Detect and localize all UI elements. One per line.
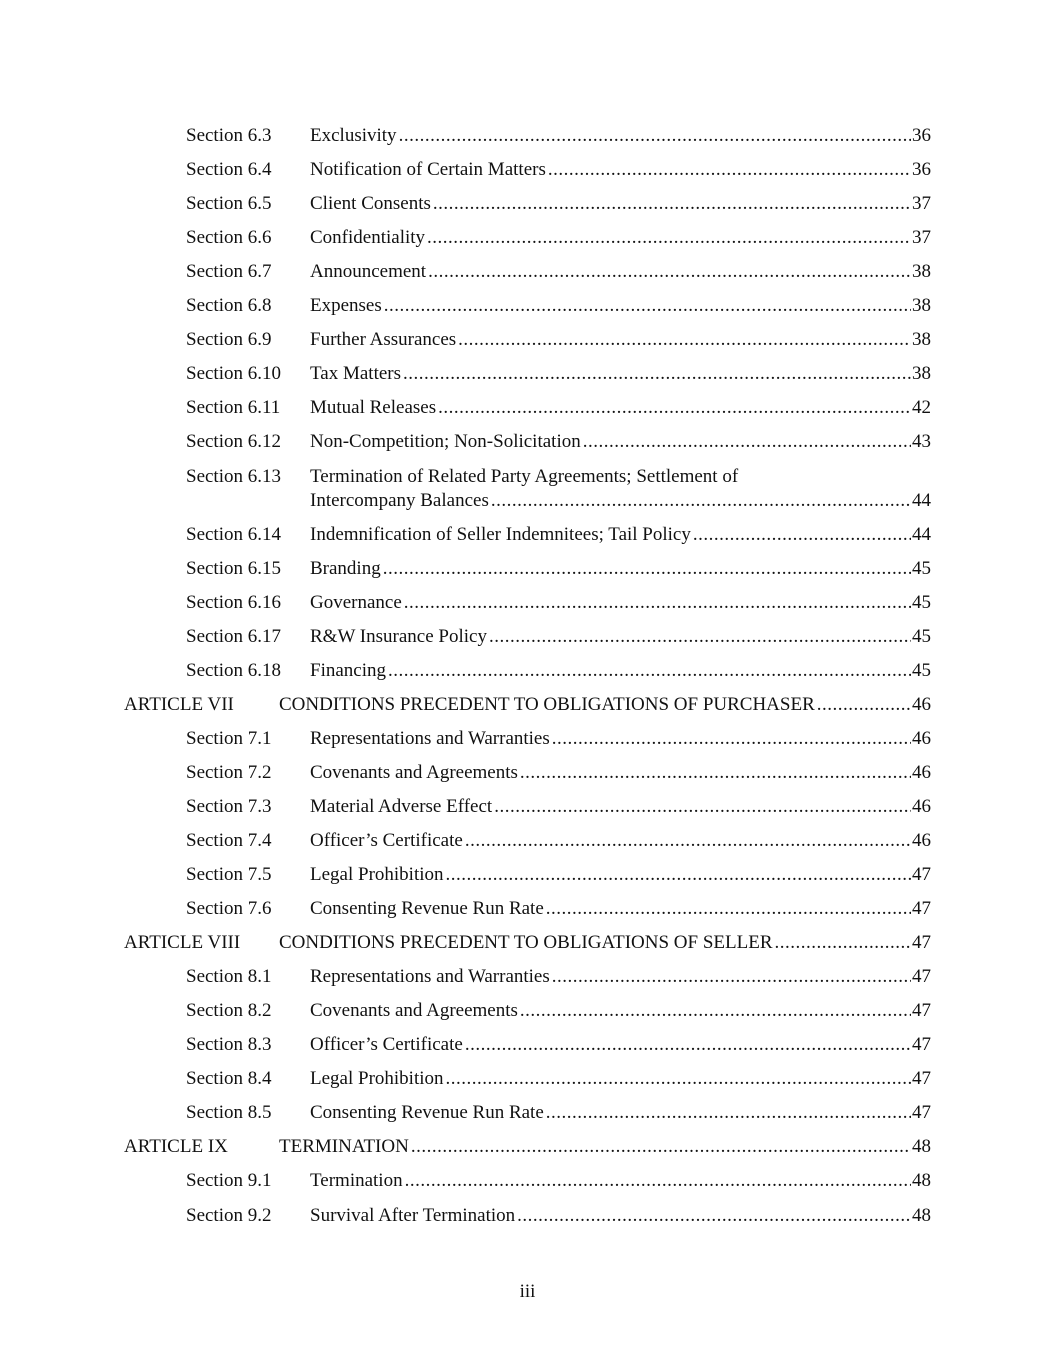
- entry-page-number: 36: [912, 125, 931, 146]
- entry-number: Section 6.7: [186, 261, 272, 282]
- entry-number: Section 6.3: [186, 125, 272, 146]
- entry-title: Client Consents: [310, 193, 431, 214]
- entry-page-number: 38: [912, 261, 931, 282]
- entry-title-row: [310, 999, 931, 1023]
- entry-title: Expenses: [310, 295, 382, 316]
- entry-title: CONDITIONS PRECEDENT TO OBLIGATIONS OF SELLER: [279, 932, 773, 953]
- entry-title: Indemnification of Seller Indemnitees; Tail Policy: [310, 524, 691, 545]
- page-number-footer: iii: [519, 1281, 536, 1302]
- entry-page-number: 36: [912, 159, 931, 180]
- entry-page-number: 38: [912, 363, 931, 384]
- entry-title: Financing: [310, 660, 386, 681]
- entry-number: Section 7.2: [186, 762, 272, 783]
- dot-leader: [465, 1033, 911, 1057]
- entry-title-row: [310, 294, 931, 318]
- entry-title-row: [310, 158, 931, 182]
- entry-title: Branding: [310, 558, 381, 579]
- dot-leader: [517, 1204, 911, 1228]
- dot-leader: [383, 557, 911, 581]
- dot-leader: [403, 362, 911, 386]
- entry-number: Section 6.15: [186, 558, 281, 579]
- entry-title-row: [310, 430, 931, 454]
- entry-number: Section 7.5: [186, 864, 272, 885]
- dot-leader: [465, 829, 911, 853]
- entry-title: Legal Prohibition: [310, 1068, 444, 1089]
- entry-number: Section 6.4: [186, 159, 272, 180]
- dot-leader: [520, 761, 911, 785]
- entry-title: Governance: [310, 592, 402, 613]
- entry-number: Section 6.6: [186, 227, 272, 248]
- entry-title-line2: Intercompany Balances: [310, 490, 489, 511]
- entry-title-row: [310, 260, 931, 284]
- entry-title: Termination: [310, 1170, 403, 1191]
- entry-number: Section 6.5: [186, 193, 272, 214]
- entry-page-number: 46: [912, 830, 931, 851]
- entry-title: TERMINATION: [279, 1136, 409, 1157]
- entry-page-number: 45: [912, 660, 931, 681]
- entry-title-row: [310, 1204, 931, 1228]
- dot-leader: [433, 192, 911, 216]
- entry-page-number: 47: [912, 1068, 931, 1089]
- dot-leader: [817, 693, 911, 717]
- dot-leader: [399, 124, 911, 148]
- entry-title-row: [310, 659, 931, 683]
- dot-leader: [775, 931, 912, 955]
- dot-leader: [693, 523, 911, 547]
- entry-title-row: [310, 362, 931, 386]
- entry-page-number: 44: [912, 490, 931, 511]
- entry-title-row: [310, 1169, 931, 1193]
- entry-number: Section 6.9: [186, 329, 272, 350]
- entry-title: Material Adverse Effect: [310, 796, 493, 817]
- entry-title: Announcement: [310, 261, 427, 282]
- dot-leader: [428, 260, 911, 284]
- entry-page-number: 42: [912, 397, 931, 418]
- dot-leader: [404, 591, 911, 615]
- entry-number: ARTICLE VIII: [124, 932, 241, 953]
- entry-page-number: 47: [912, 1034, 931, 1055]
- dot-leader: [546, 897, 911, 921]
- entry-title: Officer’s Certificate: [310, 1034, 463, 1055]
- entry-title: Officer’s Certificate: [310, 830, 463, 851]
- dot-leader: [388, 659, 911, 683]
- entry-title: Further Assurances: [310, 329, 457, 350]
- dot-leader: [552, 727, 911, 751]
- entry-number: Section 8.1: [186, 966, 272, 987]
- dot-leader: [411, 1135, 911, 1159]
- entry-page-number: 46: [912, 762, 931, 783]
- entry-page-number: 37: [912, 227, 931, 248]
- entry-title: Exclusivity: [310, 125, 397, 146]
- entry-page-number: 45: [912, 592, 931, 613]
- entry-title: Survival After Termination: [310, 1205, 516, 1226]
- dot-leader: [583, 430, 911, 454]
- entry-title: Confidentiality: [310, 227, 426, 248]
- dot-leader: [491, 489, 911, 513]
- entry-page-number: 47: [912, 1000, 931, 1021]
- dot-leader: [494, 795, 911, 819]
- dot-leader: [446, 1067, 911, 1091]
- entry-title-row: [279, 931, 931, 955]
- entry-title-row: [279, 693, 931, 717]
- entry-title-row: [310, 863, 931, 887]
- dot-leader: [458, 328, 911, 352]
- entry-title: Covenants and Agreements: [310, 762, 518, 783]
- entry-page-number: 47: [912, 1102, 931, 1123]
- dot-leader: [489, 625, 911, 649]
- entry-page-number: 46: [912, 796, 931, 817]
- entry-title-row: [279, 1135, 931, 1159]
- entry-page-number: 48: [912, 1205, 931, 1226]
- entry-title: Consenting Revenue Run Rate: [310, 898, 544, 919]
- entry-number: ARTICLE IX: [124, 1136, 228, 1157]
- entry-title: Representations and Warranties: [310, 728, 550, 749]
- entry-title: Consenting Revenue Run Rate: [310, 1102, 544, 1123]
- entry-number: Section 7.1: [186, 728, 272, 749]
- entry-page-number: 47: [912, 898, 931, 919]
- entry-title-row: [310, 795, 931, 819]
- entry-page-number: 47: [912, 966, 931, 987]
- entry-number: Section 6.13: [186, 466, 281, 487]
- entry-number: Section 6.10: [186, 363, 281, 384]
- entry-title-row: [310, 625, 931, 649]
- dot-leader: [438, 396, 911, 420]
- entry-number: Section 9.1: [186, 1170, 272, 1191]
- dot-leader: [546, 1101, 911, 1125]
- dot-leader: [384, 294, 911, 318]
- entry-title-row: [310, 829, 931, 853]
- entry-title-row: [310, 557, 931, 581]
- entry-title-row: [310, 523, 931, 547]
- entry-title-row: [310, 761, 931, 785]
- entry-title: Mutual Releases: [310, 397, 437, 418]
- entry-title: Tax Matters: [310, 363, 402, 384]
- entry-title-row: [310, 591, 931, 615]
- entry-number: Section 7.3: [186, 796, 272, 817]
- entry-page-number: 48: [912, 1170, 931, 1191]
- entry-title: R&W Insurance Policy: [310, 626, 487, 647]
- entry-title-row: [310, 328, 931, 352]
- entry-title: Termination of Related Party Agreements; Settlement of: [310, 466, 739, 487]
- entry-title-row: [310, 965, 931, 989]
- entry-title-row: [310, 1101, 931, 1125]
- dot-leader: [520, 999, 911, 1023]
- dot-leader: [446, 863, 911, 887]
- entry-title-continued: [310, 489, 931, 513]
- entry-title: Covenants and Agreements: [310, 1000, 518, 1021]
- entry-page-number: 38: [912, 329, 931, 350]
- entry-page-number: 46: [912, 694, 931, 715]
- entry-number: Section 6.18: [186, 660, 281, 681]
- dot-leader: [405, 1169, 911, 1193]
- entry-page-number: 48: [912, 1136, 931, 1157]
- entry-title-row: [310, 192, 931, 216]
- entry-title: Representations and Warranties: [310, 966, 550, 987]
- entry-number: Section 7.6: [186, 898, 272, 919]
- dot-leader: [552, 965, 911, 989]
- entry-title-row: [310, 396, 931, 420]
- entry-page-number: 38: [912, 295, 931, 316]
- entry-title-row: [310, 897, 931, 921]
- entry-page-number: 37: [912, 193, 931, 214]
- entry-number: Section 6.12: [186, 431, 281, 452]
- entry-title-row: [310, 1067, 931, 1091]
- entry-title: CONDITIONS PRECEDENT TO OBLIGATIONS OF PURCHASER: [279, 694, 815, 715]
- entry-title: Non-Competition; Non-Solicitation: [310, 431, 581, 452]
- entry-title-row: [310, 124, 931, 148]
- entry-page-number: 47: [912, 932, 931, 953]
- entry-number: Section 8.3: [186, 1034, 272, 1055]
- entry-page-number: 44: [912, 524, 931, 545]
- entry-title: Legal Prohibition: [310, 864, 444, 885]
- entry-page-number: 43: [912, 431, 931, 452]
- entry-title-row: [310, 1033, 931, 1057]
- entry-number: Section 6.16: [186, 592, 281, 613]
- entry-title-row: [310, 226, 931, 250]
- entry-title: Notification of Certain Matters: [310, 159, 546, 180]
- entry-page-number: 45: [912, 558, 931, 579]
- entry-number: Section 8.4: [186, 1068, 272, 1089]
- entry-page-number: 45: [912, 626, 931, 647]
- dot-leader: [427, 226, 911, 250]
- entry-number: Section 9.2: [186, 1205, 272, 1226]
- entry-number: Section 8.5: [186, 1102, 272, 1123]
- entry-title-row: [310, 727, 931, 751]
- dot-leader: [548, 158, 911, 182]
- entry-number: Section 6.8: [186, 295, 272, 316]
- entry-page-number: 46: [912, 728, 931, 749]
- entry-number: Section 6.14: [186, 524, 281, 545]
- entry-number: Section 6.11: [186, 397, 281, 418]
- entry-page-number: 47: [912, 864, 931, 885]
- entry-number: Section 7.4: [186, 830, 272, 851]
- entry-number: Section 6.17: [186, 626, 281, 647]
- entry-number: ARTICLE VII: [124, 694, 234, 715]
- entry-number: Section 8.2: [186, 1000, 272, 1021]
